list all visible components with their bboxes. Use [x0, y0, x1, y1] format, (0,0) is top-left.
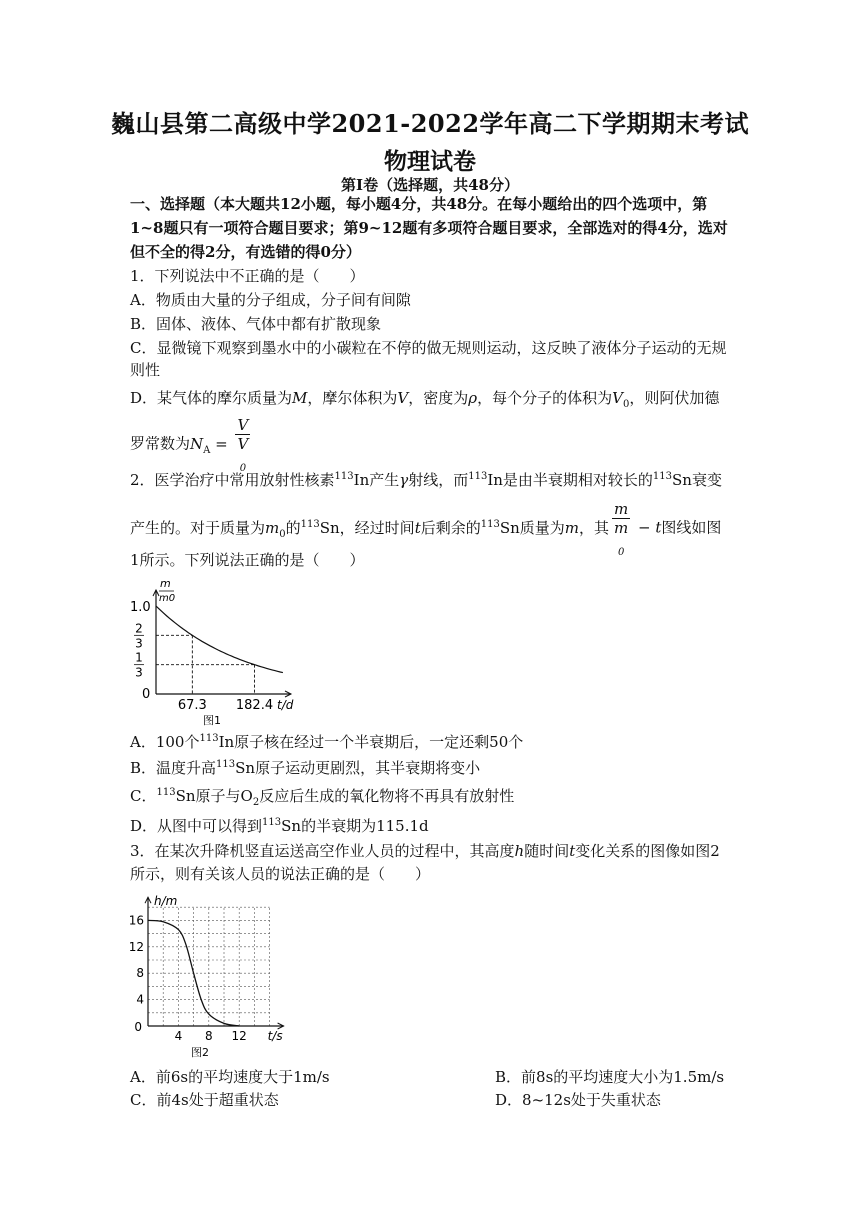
q2-option-a: A．100个$^{113}$In原子核在经过一个半衰期后，一定还剩50个 [130, 733, 524, 751]
q1-option-c-line2: 则性 [130, 361, 161, 379]
figure-1-decay-chart [126, 576, 306, 726]
y-tick-label: 12 [128, 939, 144, 954]
q2-line-1: 2．医学治疗中常用放射性核素$^{113}$In产生γ射线，而$^{113}$In是由半衰期相对较长的$^{113}$Sn衰变 [130, 471, 722, 489]
x-tick-label: 8 [204, 1029, 213, 1043]
y-tick-label-denominator: 3 [135, 636, 143, 651]
x-tick-label: 67.3 [177, 698, 207, 713]
x-axis-label: t/s [267, 1029, 283, 1043]
origin-label: 0 [134, 1020, 142, 1034]
origin-label: 0 [142, 687, 151, 702]
q1-stem: 1．下列说法中不正确的是（ ） [130, 267, 365, 285]
q3-option-b: B．前8s的平均速度大小为1.5m/s [495, 1068, 725, 1086]
q2-option-c: C．$^{113}$Sn原子与$O_2$反应后生成的氧化物将不再具有放射性 [130, 787, 515, 808]
instructions-line-2: 1~8题只有一项符合题目要求；第9~12题有多项符合题目要求，全部选对的得4分，选对 [130, 219, 728, 237]
y-tick-label: 1.0 [130, 600, 151, 615]
avogadro-fraction: V V $_0$ [237, 416, 249, 474]
q3-option-d: D．8~12s处于失重状态 [495, 1091, 661, 1109]
q3-option-a: A．前6s的平均速度大于1m/s [130, 1068, 330, 1086]
x-tick-label: 12 [231, 1029, 247, 1043]
y-tick-label-numerator: 1 [135, 650, 143, 665]
figure-2-height-chart [126, 890, 286, 1060]
q2-option-d: D．从图中可以得到$^{113}$Sn的半衰期为115.1d [130, 817, 429, 835]
mass-ratio-fraction: m m $_0$ [614, 500, 629, 558]
exam-subtitle: 物理试卷 [384, 148, 476, 175]
q1-option-c-line1: C．显微镜下观察到墨水中的小碳粒在不停的做无规则运动，这反映了液体分子运动的无规 [130, 339, 727, 357]
y-tick-label-denominator: 3 [135, 665, 143, 680]
instructions-line-3: 但不全的得2分，有选错的得0分） [130, 243, 361, 261]
section-heading: 第Ⅰ卷（选择题，共48分） [341, 176, 519, 194]
instructions-line-1: 一、选择题（本大题共12小题，每小题4分，共48分。在每小题给出的四个选项中，第 [130, 195, 708, 213]
q3-line-1: 3．在某次升降机竖直运送高空作业人员的过程中，其高度h随时间t变化关系的图像如图2 [130, 842, 720, 860]
x-axis-label: t/d [277, 698, 294, 712]
q1-option-d-line1: D．某气体的摩尔质量为M，摩尔体积为V，密度为ρ，每个分子的体积为$V_0$，则阿伏加德 [130, 389, 720, 410]
q2-line-2: 产生的。对于质量为$m_0$的$^{113}$Sn，经过时间t后剩余的$^{113}$Sn质量为m，其 m m $_0$ − t图线如图 [130, 500, 722, 558]
y-axis-label-denominator: m0 [159, 593, 176, 604]
q1-option-b: B．固体、液体、气体中都有扩散现象 [130, 315, 382, 333]
x-tick-label: 4 [174, 1029, 183, 1043]
y-axis-label: h/m [154, 894, 178, 909]
decay-curve [156, 606, 283, 673]
y-tick-label-numerator: 2 [135, 621, 143, 636]
figure-caption: 图1 [203, 714, 221, 726]
y-tick-label: 8 [136, 966, 144, 981]
y-tick-label: 16 [128, 913, 144, 928]
q3-option-c: C．前4s处于超重状态 [130, 1091, 279, 1109]
x-tick-label: 182.4 [235, 698, 274, 713]
y-axis-label-numerator: m [160, 577, 171, 590]
y-tick-label: 4 [136, 992, 144, 1007]
q3-line-2: 所示，则有关该人员的说法正确的是（ ） [130, 865, 431, 883]
figure-caption: 图2 [191, 1046, 209, 1059]
q2-option-b: B．温度升高$^{113}$Sn原子运动更剧烈，其半衰期将变小 [130, 759, 481, 777]
q1-option-a: A．物质由大量的分子组成，分子间有间隙 [130, 291, 411, 309]
q1-option-d-line2: 罗常数为$N_A$ = V V $_0$ [130, 416, 249, 474]
q2-line-3: 1所示。下列说法正确的是（ ） [130, 551, 365, 569]
exam-title: 巍山县第二高级中学2021-2022学年高二下学期期末考试 [110, 109, 750, 138]
